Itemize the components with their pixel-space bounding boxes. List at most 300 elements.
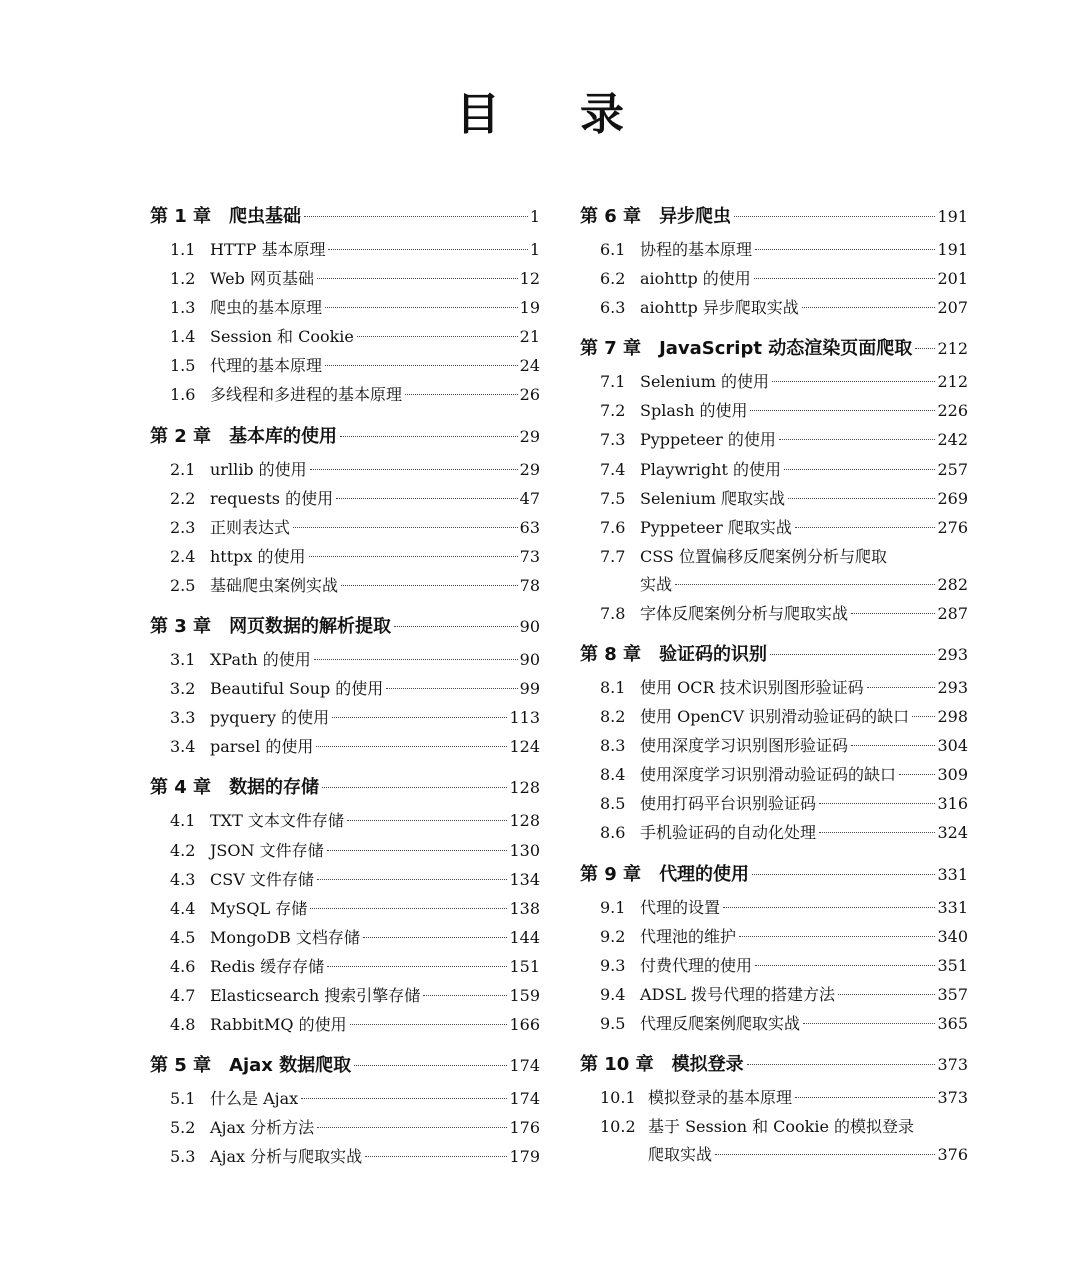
- section-title: [170, 867, 314, 890]
- dot-leader: [723, 907, 935, 908]
- section-name: 使用打码平台识别验证码: [640, 794, 817, 814]
- section-title: [170, 676, 383, 699]
- page-number: 29: [519, 459, 540, 479]
- dot-leader: [851, 745, 935, 746]
- section-title: [170, 954, 324, 977]
- section-name: Session 和 Cookie: [210, 327, 354, 347]
- dot-leader: [365, 1156, 507, 1157]
- page-number: 179: [509, 1147, 540, 1167]
- section-number: 7.5: [600, 488, 626, 508]
- section-number: 7.7: [600, 546, 626, 566]
- toc-chapter-entry[interactable]: [580, 640, 968, 669]
- page-number: 201: [937, 269, 968, 289]
- section-title: [170, 544, 306, 567]
- section-number: 6.3: [600, 298, 626, 318]
- dot-leader: [803, 1023, 935, 1024]
- toc-chapter-entry[interactable]: [150, 1051, 540, 1080]
- chapter-number: 第 7 章: [580, 338, 642, 360]
- section-title: [170, 353, 322, 376]
- page-number: 331: [937, 864, 968, 884]
- section-title: [600, 733, 848, 756]
- section-name: 使用 OpenCV 识别滑动验证码的缺口: [640, 707, 910, 727]
- toc-section-entry[interactable]: [150, 457, 540, 486]
- section-number: 4.1: [170, 811, 196, 831]
- page-number: 113: [509, 708, 540, 728]
- chapter-name: 数据的存储: [229, 777, 320, 799]
- page-number: 99: [519, 679, 540, 699]
- chapter-name: 验证码的识别: [659, 643, 768, 665]
- toc-section-entry[interactable]: [580, 820, 968, 849]
- page-number: 176: [509, 1118, 540, 1138]
- page-number: 47: [519, 488, 540, 508]
- section-name: MongoDB 文档存储: [210, 927, 360, 947]
- section-name: 使用深度学习识别滑动验证码的缺口: [640, 765, 897, 785]
- dot-leader: [795, 1097, 935, 1098]
- section-number: 8.5: [600, 794, 626, 814]
- dot-leader: [715, 1154, 935, 1155]
- chapter-number: 第 8 章: [580, 643, 642, 665]
- section-number: 4.6: [170, 956, 196, 976]
- page-title-left: 目: [456, 89, 500, 140]
- dot-leader: [314, 659, 518, 660]
- dot-leader: [309, 556, 518, 557]
- dot-leader: [347, 820, 508, 821]
- dot-leader: [915, 348, 935, 349]
- toc-section-entry[interactable]: [580, 427, 968, 456]
- toc-section-entry[interactable]: [580, 953, 968, 982]
- section-name: Beautiful Soup 的使用: [210, 679, 384, 699]
- toc-section-entry[interactable]: [580, 924, 968, 953]
- toc-section-entry[interactable]: [150, 295, 540, 324]
- section-name: requests 的使用: [210, 488, 334, 508]
- page-number: 144: [509, 927, 540, 947]
- toc-section-entry[interactable]: [580, 1011, 968, 1040]
- section-name: Pyppeteer 的使用: [640, 430, 776, 450]
- page-number: 191: [937, 240, 968, 259]
- section-number: 7.1: [600, 372, 626, 392]
- page-number: 269: [937, 488, 968, 508]
- page-number: 128: [509, 778, 540, 798]
- dot-leader: [755, 965, 935, 966]
- page-number: 365: [937, 1013, 968, 1033]
- dot-leader: [310, 469, 518, 470]
- section-title: [600, 369, 769, 392]
- section-title: [600, 1114, 914, 1137]
- toc-section-entry[interactable]: [580, 982, 968, 1011]
- page-number: 276: [937, 517, 968, 537]
- section-title: [170, 295, 322, 318]
- toc-chapter-entry[interactable]: [150, 773, 540, 802]
- toc-section-entry[interactable]: [580, 486, 968, 515]
- section-number: 4.4: [170, 898, 196, 918]
- section-title: [600, 924, 736, 947]
- section-number: 8.1: [600, 677, 626, 697]
- chapter-name: 模拟登录: [671, 1053, 744, 1075]
- chapter-name: Ajax 数据爬取: [229, 1055, 352, 1077]
- section-name: 代理的设置: [640, 897, 721, 917]
- toc-chapter-entry[interactable]: [580, 860, 968, 889]
- chapter-title: [580, 334, 912, 360]
- section-number: 9.1: [600, 897, 626, 917]
- dot-leader: [363, 937, 508, 938]
- section-name: CSS 位置偏移反爬案例分析与爬取: [640, 546, 887, 566]
- page-number: 21: [519, 327, 540, 347]
- page-number: 90: [519, 650, 540, 670]
- page-number: 376: [937, 1145, 968, 1165]
- dot-leader: [851, 613, 935, 614]
- section-title: [170, 1115, 314, 1138]
- toc-section-entry[interactable]: [580, 237, 968, 266]
- dot-leader: [328, 249, 527, 250]
- section-number: 7.3: [600, 430, 626, 450]
- page-number: 357: [937, 984, 968, 1004]
- page-number: 174: [509, 1089, 540, 1109]
- section-number: 1.6: [170, 385, 196, 405]
- section-name: 字体反爬案例分析与爬取实战: [640, 603, 849, 623]
- section-number: 10.2: [600, 1117, 636, 1137]
- toc-section-entry[interactable]: [580, 1114, 968, 1142]
- page-number: 151: [509, 956, 540, 976]
- dot-leader: [301, 1098, 507, 1099]
- section-name: CSV 文件存储: [210, 869, 314, 889]
- section-name: 使用深度学习识别图形验证码: [640, 736, 849, 756]
- section-name: XPath 的使用: [210, 650, 311, 670]
- toc-section-entry[interactable]: [150, 838, 540, 867]
- section-number: 7.2: [600, 401, 626, 421]
- dot-leader: [795, 527, 936, 528]
- section-name: 使用 OCR 技术识别图形验证码: [640, 677, 864, 697]
- toc-chapter-entry[interactable]: [580, 1050, 968, 1079]
- toc-section-entry[interactable]: [580, 762, 968, 791]
- section-title: [170, 382, 402, 405]
- section-name-continued: 实战: [640, 574, 673, 594]
- section-number: 9.3: [600, 955, 626, 975]
- toc-chapter-entry[interactable]: [150, 612, 540, 641]
- dot-leader: [304, 216, 528, 217]
- toc-chapter-entry[interactable]: [150, 202, 540, 231]
- section-name: 基于 Session 和 Cookie 的模拟登录: [648, 1117, 915, 1137]
- section-name: 付费代理的使用: [640, 955, 753, 975]
- section-title: [170, 838, 324, 861]
- section-title: [170, 237, 325, 260]
- dot-leader: [899, 774, 935, 775]
- chapter-title: [150, 773, 319, 799]
- page-number: 90: [519, 617, 540, 637]
- toc-section-entry[interactable]: [150, 353, 540, 382]
- section-name: 代理池的维护: [640, 926, 737, 946]
- dot-leader: [350, 1024, 508, 1025]
- dot-leader: [317, 1127, 507, 1128]
- toc-section-entry[interactable]: [580, 369, 968, 398]
- dot-leader: [340, 436, 518, 437]
- toc-section-entry[interactable]: [580, 295, 968, 324]
- section-name: HTTP 基本原理: [210, 240, 326, 259]
- dot-leader: [838, 994, 935, 995]
- section-number: 2.2: [170, 488, 196, 508]
- dot-leader: [354, 1065, 507, 1066]
- page-number: 324: [937, 823, 968, 843]
- section-number: 3.2: [170, 679, 196, 699]
- dot-leader: [332, 717, 507, 718]
- toc-section-entry[interactable]: [580, 515, 968, 544]
- dot-leader: [325, 307, 518, 308]
- section-number: 1.2: [170, 269, 196, 289]
- section-name: 基础爬虫案例实战: [210, 575, 339, 595]
- section-number: 5.1: [170, 1089, 196, 1109]
- section-number: 2.4: [170, 546, 196, 566]
- page-number: 159: [509, 985, 540, 1005]
- toc-section-entry[interactable]: [150, 705, 540, 734]
- section-title: [600, 515, 792, 538]
- section-title: [600, 820, 816, 843]
- section-title: [600, 398, 747, 421]
- toc-section-entry[interactable]: [150, 983, 540, 1012]
- toc-chapter-entry[interactable]: [580, 334, 968, 363]
- toc-section-entry[interactable]: [580, 266, 968, 295]
- toc-section-entry[interactable]: [150, 515, 540, 544]
- section-title: [170, 808, 344, 831]
- dot-leader: [750, 410, 935, 411]
- toc-section-entry[interactable]: [150, 647, 540, 676]
- section-title: [600, 1011, 800, 1034]
- section-number: 6.2: [600, 269, 626, 289]
- section-title: [600, 791, 816, 814]
- chapter-title: [150, 612, 391, 638]
- section-number: 1.3: [170, 298, 196, 318]
- section-number: 7.4: [600, 459, 626, 479]
- section-name: 模拟登录的基本原理: [648, 1087, 793, 1107]
- section-number: 4.8: [170, 1015, 196, 1035]
- chapter-title: [150, 422, 337, 448]
- dot-leader: [423, 995, 507, 996]
- toc-section-entry[interactable]: [580, 1085, 968, 1114]
- section-name: JSON 文件存储: [210, 840, 324, 860]
- section-number: 5.2: [170, 1118, 196, 1138]
- dot-leader: [317, 278, 518, 279]
- toc-section-entry[interactable]: [150, 808, 540, 837]
- toc-section-entry[interactable]: [580, 457, 968, 486]
- chapter-number: 第 5 章: [150, 1055, 212, 1077]
- toc-section-entry[interactable]: [580, 895, 968, 924]
- dot-leader: [755, 249, 935, 250]
- page-number: 73: [519, 546, 540, 566]
- dot-leader: [341, 585, 518, 586]
- dot-leader: [336, 498, 518, 499]
- page-number: 12: [519, 269, 540, 289]
- toc-section-continuation[interactable]: [580, 1142, 968, 1171]
- toc-section-entry[interactable]: [150, 896, 540, 925]
- section-title: [600, 295, 799, 318]
- section-title: [170, 266, 314, 289]
- toc-section-entry[interactable]: [580, 704, 968, 733]
- section-number: 1.1: [170, 240, 196, 259]
- dot-leader: [772, 381, 935, 382]
- section-title: [600, 237, 752, 260]
- section-name: Ajax 分析与爬取实战: [210, 1147, 363, 1167]
- section-number: 4.7: [170, 985, 196, 1005]
- section-name: 代理反爬案例爬取实战: [640, 1013, 801, 1033]
- toc-section-entry[interactable]: [580, 791, 968, 820]
- page-number: 207: [937, 298, 968, 318]
- page-number: 191: [937, 207, 968, 226]
- section-name: httpx 的使用: [210, 546, 306, 566]
- toc-section-entry[interactable]: [580, 398, 968, 427]
- toc-section-entry[interactable]: [150, 676, 540, 705]
- toc-section-entry[interactable]: [580, 601, 968, 630]
- dot-leader: [322, 787, 507, 788]
- toc-section-entry[interactable]: [580, 733, 968, 762]
- section-title: [600, 982, 835, 1005]
- section-number: 2.3: [170, 517, 196, 537]
- dot-leader: [327, 966, 507, 967]
- section-number: 9.5: [600, 1013, 626, 1033]
- toc-section-entry[interactable]: [580, 675, 968, 704]
- section-name: 代理的基本原理: [210, 356, 323, 376]
- page-number: 130: [509, 840, 540, 860]
- section-title: [170, 705, 329, 728]
- section-number: 8.2: [600, 707, 626, 727]
- dot-leader: [788, 498, 935, 499]
- chapter-number: 第 9 章: [580, 863, 642, 885]
- section-number: 2.1: [170, 459, 196, 479]
- page-number: 124: [509, 737, 540, 757]
- section-name: ADSL 拨号代理的搭建方法: [640, 984, 836, 1004]
- dot-leader: [317, 879, 508, 880]
- section-name: Web 网页基础: [210, 269, 314, 289]
- toc-section-entry[interactable]: [150, 1086, 540, 1115]
- page-number: 1: [529, 240, 540, 259]
- page-number: 298: [937, 707, 968, 727]
- dot-leader: [386, 688, 517, 689]
- chapter-title: [580, 1050, 744, 1076]
- section-name: MySQL 存储: [210, 898, 308, 918]
- chapter-name: 基本库的使用: [229, 425, 338, 447]
- chapter-name: 网页数据的解析提取: [229, 616, 392, 638]
- dot-leader: [394, 626, 518, 627]
- section-title: [600, 457, 781, 480]
- chapter-title: [580, 860, 749, 886]
- page-number: 212: [937, 372, 968, 392]
- page-number: 26: [519, 385, 540, 405]
- page-title: [0, 78, 1080, 142]
- section-name: 正则表达式: [210, 517, 291, 537]
- toc-right-column: [580, 202, 968, 1171]
- page-number: 226: [937, 401, 968, 421]
- toc-section-entry[interactable]: [150, 544, 540, 573]
- toc-section-entry[interactable]: [150, 1012, 540, 1041]
- section-name: Playwright 的使用: [640, 459, 781, 479]
- section-title: [170, 925, 360, 948]
- section-name: TXT 文本文件存储: [210, 811, 344, 831]
- section-name: Selenium 的使用: [640, 372, 770, 392]
- section-name: urllib 的使用: [210, 459, 307, 479]
- section-number: 4.5: [170, 927, 196, 947]
- toc-chapter-entry[interactable]: [150, 422, 540, 451]
- section-name: 协程的基本原理: [640, 240, 753, 259]
- page-number: 63: [519, 517, 540, 537]
- chapter-number: 第 1 章: [150, 206, 212, 227]
- section-number: 7.6: [600, 517, 626, 537]
- section-title: [600, 895, 720, 918]
- section-number: 9.2: [600, 926, 626, 946]
- page-number: 351: [937, 955, 968, 975]
- section-title: [600, 427, 776, 450]
- dot-leader: [779, 439, 936, 440]
- section-number: 3.4: [170, 737, 196, 757]
- toc-section-entry[interactable]: [150, 1144, 540, 1173]
- section-title: [170, 1012, 347, 1035]
- section-title: [600, 762, 896, 785]
- toc-section-entry[interactable]: [150, 1115, 540, 1144]
- toc-section-entry[interactable]: [150, 925, 540, 954]
- dot-leader: [316, 746, 507, 747]
- section-number: 8.4: [600, 765, 626, 785]
- section-name: aiohttp 的使用: [640, 269, 751, 289]
- dot-leader: [734, 216, 935, 217]
- section-title: [600, 1085, 792, 1108]
- section-name: Splash 的使用: [640, 401, 748, 421]
- toc-section-entry[interactable]: [150, 954, 540, 983]
- chapter-title: [150, 202, 301, 228]
- chapter-title: [580, 202, 731, 228]
- toc-section-entry[interactable]: [150, 734, 540, 763]
- section-number: 3.3: [170, 708, 196, 728]
- section-title: [170, 1144, 362, 1167]
- page-number: 287: [937, 603, 968, 623]
- chapter-number: 第 6 章: [580, 206, 642, 227]
- page-number: 134: [509, 869, 540, 889]
- section-title: [170, 983, 420, 1006]
- section-title: [170, 486, 333, 509]
- section-title: [170, 647, 311, 670]
- page-number: 29: [519, 426, 540, 446]
- page-title-right: 录: [580, 89, 624, 140]
- toc-section-entry[interactable]: [150, 382, 540, 411]
- toc-section-entry[interactable]: [150, 324, 540, 353]
- dot-leader: [739, 936, 935, 937]
- section-title: [600, 601, 848, 624]
- section-title: [170, 573, 338, 596]
- section-title: [170, 896, 307, 919]
- toc-section-entry[interactable]: [150, 486, 540, 515]
- page-number: 78: [519, 575, 540, 595]
- section-number: 8.6: [600, 823, 626, 843]
- toc-section-entry[interactable]: [150, 573, 540, 602]
- page-number: 331: [937, 897, 968, 917]
- section-name: Selenium 爬取实战: [640, 488, 786, 508]
- chapter-name: JavaScript 动态渲染页面爬取: [659, 338, 913, 360]
- chapter-title: [580, 640, 767, 666]
- toc-section-entry[interactable]: [580, 544, 968, 572]
- section-name: pyquery 的使用: [210, 708, 330, 728]
- section-title: [600, 544, 887, 567]
- section-title: [170, 1086, 298, 1109]
- section-name: Ajax 分析方法: [210, 1118, 315, 1138]
- section-title: [170, 515, 290, 538]
- toc-section-continuation[interactable]: [580, 572, 968, 601]
- section-number: 1.4: [170, 327, 196, 347]
- dot-leader: [327, 850, 508, 851]
- toc-section-entry[interactable]: [150, 237, 540, 266]
- page-number: 304: [937, 736, 968, 756]
- toc-section-entry[interactable]: [150, 266, 540, 295]
- page-number: 309: [937, 765, 968, 785]
- toc-section-entry[interactable]: [150, 867, 540, 896]
- section-number: 5.3: [170, 1147, 196, 1167]
- section-title: [600, 704, 909, 727]
- toc-chapter-entry[interactable]: [580, 202, 968, 231]
- section-name: Redis 缓存存储: [210, 956, 325, 976]
